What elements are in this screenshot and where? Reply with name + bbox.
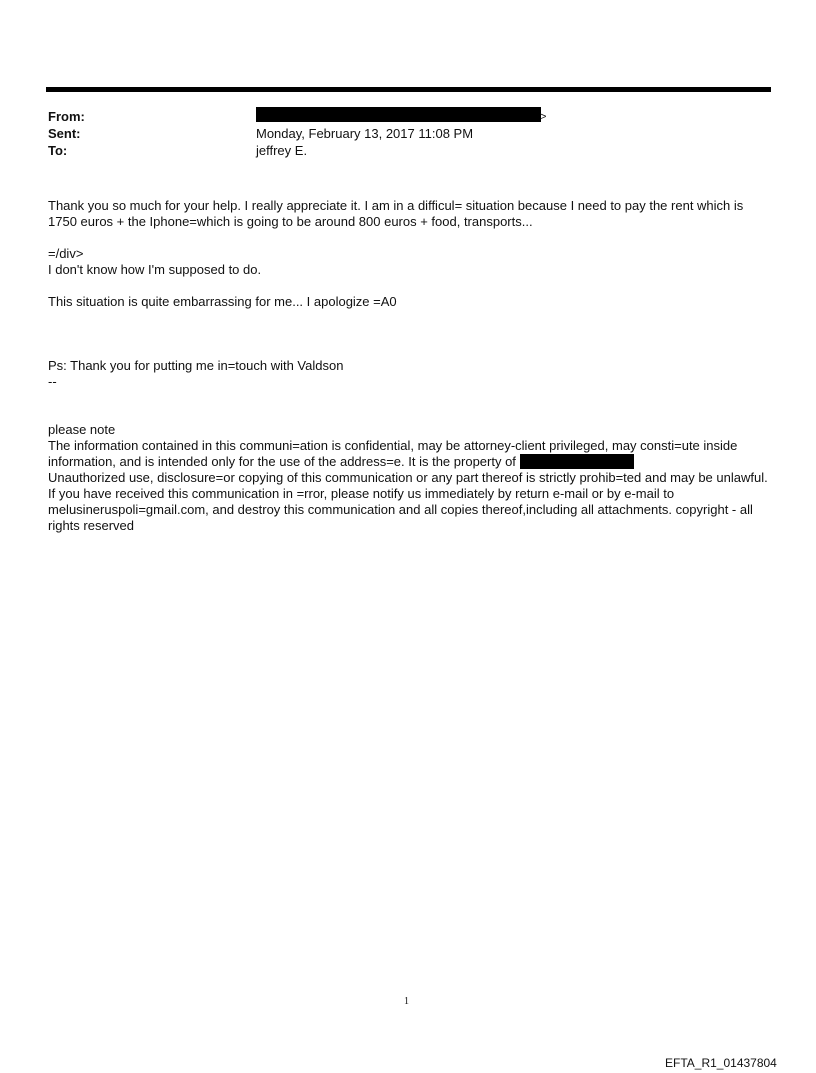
- body-gap: [48, 390, 773, 422]
- postscript-line: Ps: Thank you for putting me in=touch with Valdson: [48, 358, 344, 373]
- from-label: From:: [48, 109, 85, 124]
- body-gap: [48, 278, 773, 294]
- to-label: To:: [48, 143, 68, 158]
- body-paragraph-1: Thank you so much for your help. I really appreciate it. I am in a difficul= situation because I need to pay the rent which is 1750 euros + the Iphone=which is going to be around 800 euros + food, transports...: [48, 198, 744, 229]
- sent-label: Sent:: [48, 126, 81, 141]
- body-gap: [48, 342, 773, 358]
- body-paragraph-2-line-2: I don't know how I'm supposed to do.: [48, 262, 262, 277]
- signature-separator: --: [48, 374, 57, 389]
- body-paragraph-3: This situation is quite embarrassing for me... I apologize =A0: [48, 294, 397, 309]
- from-redaction: [256, 107, 541, 122]
- notice-text: [48, 438, 773, 534]
- header-divider: [46, 87, 771, 92]
- notice-heading: please note: [48, 422, 116, 437]
- page-number: 1: [404, 996, 409, 1007]
- confidentiality-notice: [48, 422, 773, 534]
- body-gap: [48, 310, 773, 342]
- body-paragraph-4: [48, 358, 773, 390]
- to-recipient: jeffrey E.: [256, 143, 308, 158]
- email-body: [48, 198, 773, 534]
- sent-date: Monday, February 13, 2017 11:08 PM: [256, 126, 474, 141]
- bates-number: EFTA_R1_01437804: [665, 1056, 777, 1070]
- body-paragraph-2-line-1: =/div>: [48, 246, 84, 261]
- notice-text-part-1: The information contained in this communi=ation is confidential, may be attorney-client privileged, may consti=ute inside information, and is intended only for the use of the address=e. It is the property of: [48, 438, 738, 469]
- body-paragraph-2: [48, 246, 773, 278]
- from-email-tail: >: [540, 111, 547, 123]
- notice-redaction: [520, 454, 634, 469]
- notice-text-part-2: Unauthorized use, disclosure=or copying of this communication or any part thereof is strictly prohib=ted and may be unlawful. If you have received this communication in =rror, please notify us immediately by return e-mail or by e-mail to melusineruspoli=gmail.com, and destroy this communication and all copies thereof,including all attachments. copyright - all rights reserved: [48, 470, 768, 533]
